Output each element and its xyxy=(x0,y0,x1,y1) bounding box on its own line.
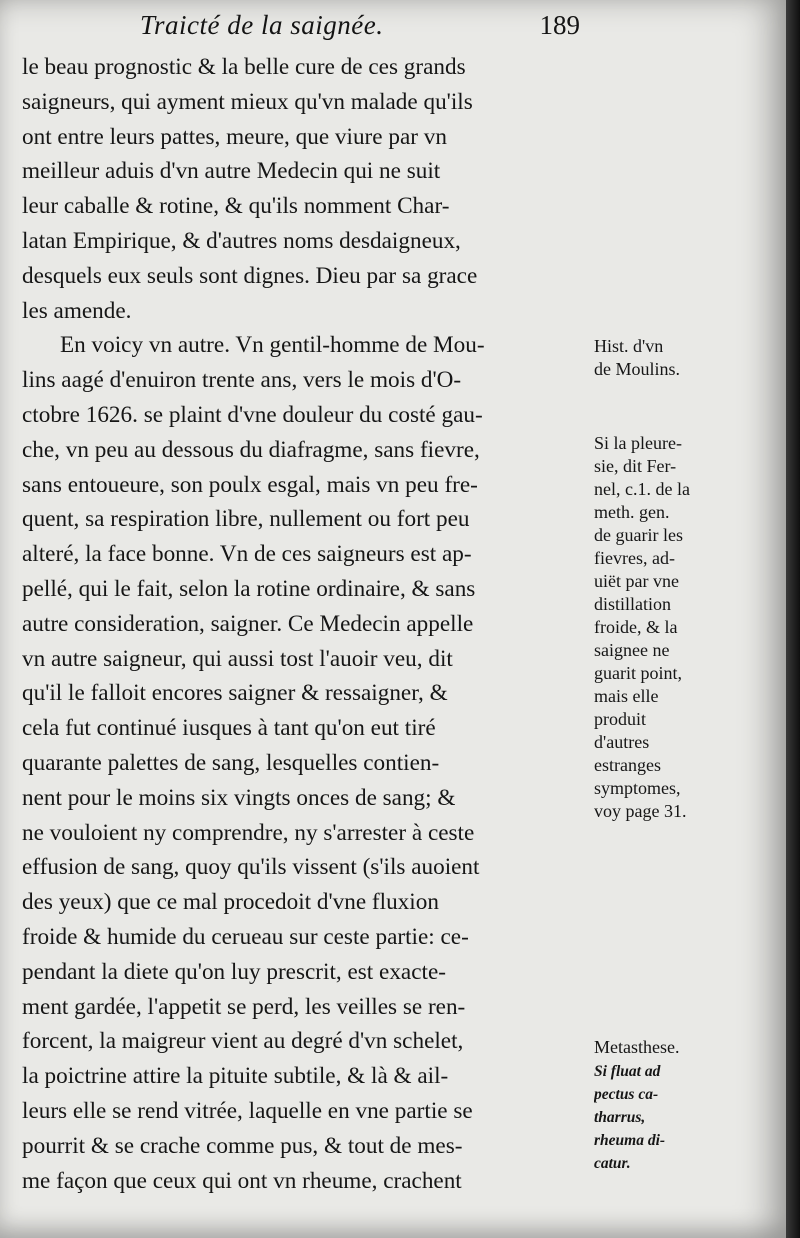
margin-note-line: Si fluat ad xyxy=(594,1063,661,1080)
text-line: leur caballe & rotine, & qu'ils nomment Char- xyxy=(22,193,450,220)
margin-note-line: de Moulins. xyxy=(594,359,681,379)
text-line: che, vn peu au dessous du diafragme, sans fievre, xyxy=(22,436,480,463)
text-line: leurs elle se rend vitrée, laquelle en vne partie se xyxy=(22,1097,473,1124)
margin-note-history xyxy=(594,335,784,381)
margin-note-line: nel, c.1. de la xyxy=(594,479,690,499)
text-line: autre consideration, saigner. Ce Medecin appelle xyxy=(22,610,474,637)
text-line: me façon que ceux qui ont vn rheume, crachent xyxy=(22,1167,462,1194)
text-line: des yeux) que ce mal procedoit d'vne fluxion xyxy=(22,889,439,916)
text-line: ont entre leurs pattes, meure, que viure par vn xyxy=(22,123,447,150)
margin-note-line: fievres, ad- xyxy=(594,548,675,568)
text-line: lins aagé d'enuiron trente ans, vers le mois d'O- xyxy=(22,367,462,394)
margin-note-line: de guarir les xyxy=(594,525,683,545)
text-line: nent pour le moins six vingts onces de sang; & xyxy=(22,784,456,811)
margin-note-line: voy page 31. xyxy=(594,801,687,821)
margin-note-line: saignee ne xyxy=(594,640,670,660)
margin-note-line: mais elle xyxy=(594,686,659,706)
text-line: latan Empirique, & d'autres noms desdaigneux, xyxy=(22,227,461,254)
text-line: qu'il le falloit encores saigner & ressaigner, & xyxy=(22,680,448,707)
text-line: le beau prognostic & la belle cure de ces grands xyxy=(22,54,466,80)
text-line: quarante palettes de sang, lesquelles contien- xyxy=(22,749,440,776)
margin-note-line: catur. xyxy=(594,1155,631,1172)
text-line: la poictrine attire la pituite subtile, & là & ail- xyxy=(22,1063,449,1090)
margin-note-line: d'autres xyxy=(594,732,650,752)
margin-note-metasthese xyxy=(594,1036,784,1059)
margin-note-latin xyxy=(594,1060,784,1175)
margin-note-line: meth. gen. xyxy=(594,502,670,522)
text-line: ment gardée, l'appetit se perd, les veilles se ren- xyxy=(22,993,466,1020)
running-title: Traicté de la saignée. xyxy=(140,10,384,40)
text-line: meilleur aduis d'vn autre Medecin qui ne suit xyxy=(22,158,441,185)
margin-note-line: Si la pleure- xyxy=(594,433,682,453)
margin-note-fernel xyxy=(594,432,784,823)
body-text xyxy=(22,50,587,1198)
text-line: effusion de sang, quoy qu'ils vissent (s'ils auoient xyxy=(22,854,480,881)
text-line: alteré, la face bonne. Vn de ces saigneurs est ap- xyxy=(22,541,472,568)
margin-note-line: tharrus, xyxy=(594,1109,646,1126)
text-line: quent, sa respiration libre, nullement ou fort peu xyxy=(22,506,470,533)
margin-note-line: distillation xyxy=(594,594,672,614)
text-line: saigneurs, qui ayment mieux qu'vn malade qu'ils xyxy=(22,88,473,115)
margin-note-line: produit xyxy=(594,709,646,729)
margin-note-line: sie, dit Fer- xyxy=(594,456,677,476)
margin-note-line: guarit point, xyxy=(594,663,682,683)
margin-note-line: symptomes, xyxy=(594,778,681,798)
margin-note-line: uiët par vne xyxy=(594,571,679,591)
text-line: vn autre saigneur, qui aussi tost l'auoir veu, dit xyxy=(22,645,453,672)
margin-note-line: Metasthese. xyxy=(594,1037,680,1057)
text-line: froide & humide du cerueau sur ceste partie: ce- xyxy=(22,923,469,950)
text-line: pourrit & se crache comme pus, & tout de mes- xyxy=(22,1132,463,1159)
page-header xyxy=(140,10,590,46)
text-line: forcent, la maigreur vient au degré d'vn schelet, xyxy=(22,1028,464,1055)
book-spine-shadow xyxy=(786,0,800,1238)
margin-note-line: rheuma di- xyxy=(594,1132,666,1149)
margin-note-line: froide, & la xyxy=(594,617,678,637)
text-line: les amende. xyxy=(22,297,132,324)
text-line: sans entoueure, son poulx esgal, mais vn peu fre- xyxy=(22,471,478,498)
page-number: 189 xyxy=(539,10,580,40)
text-line: pendant la diete qu'on luy prescrit, est exacte- xyxy=(22,958,446,985)
text-line: desquels eux seuls sont dignes. Dieu par sa grace xyxy=(22,262,478,289)
margin-note-line: estranges xyxy=(594,755,661,775)
paragraph-start-line: En voicy vn autre. Vn gentil-homme de Mou- xyxy=(60,332,485,359)
text-line: ctobre 1626. se plaint d'vne douleur du costé gau- xyxy=(22,401,483,428)
text-line: ne vouloient ny comprendre, ny s'arrester à ceste xyxy=(22,819,475,846)
margin-note-line: Hist. d'vn xyxy=(594,336,664,356)
text-line: pellé, qui le fait, selon la rotine ordinaire, & sans xyxy=(22,575,476,602)
text-line: cela fut continué iusques à tant qu'on eut tiré xyxy=(22,715,436,742)
margin-note-line: pectus ca- xyxy=(594,1086,659,1103)
